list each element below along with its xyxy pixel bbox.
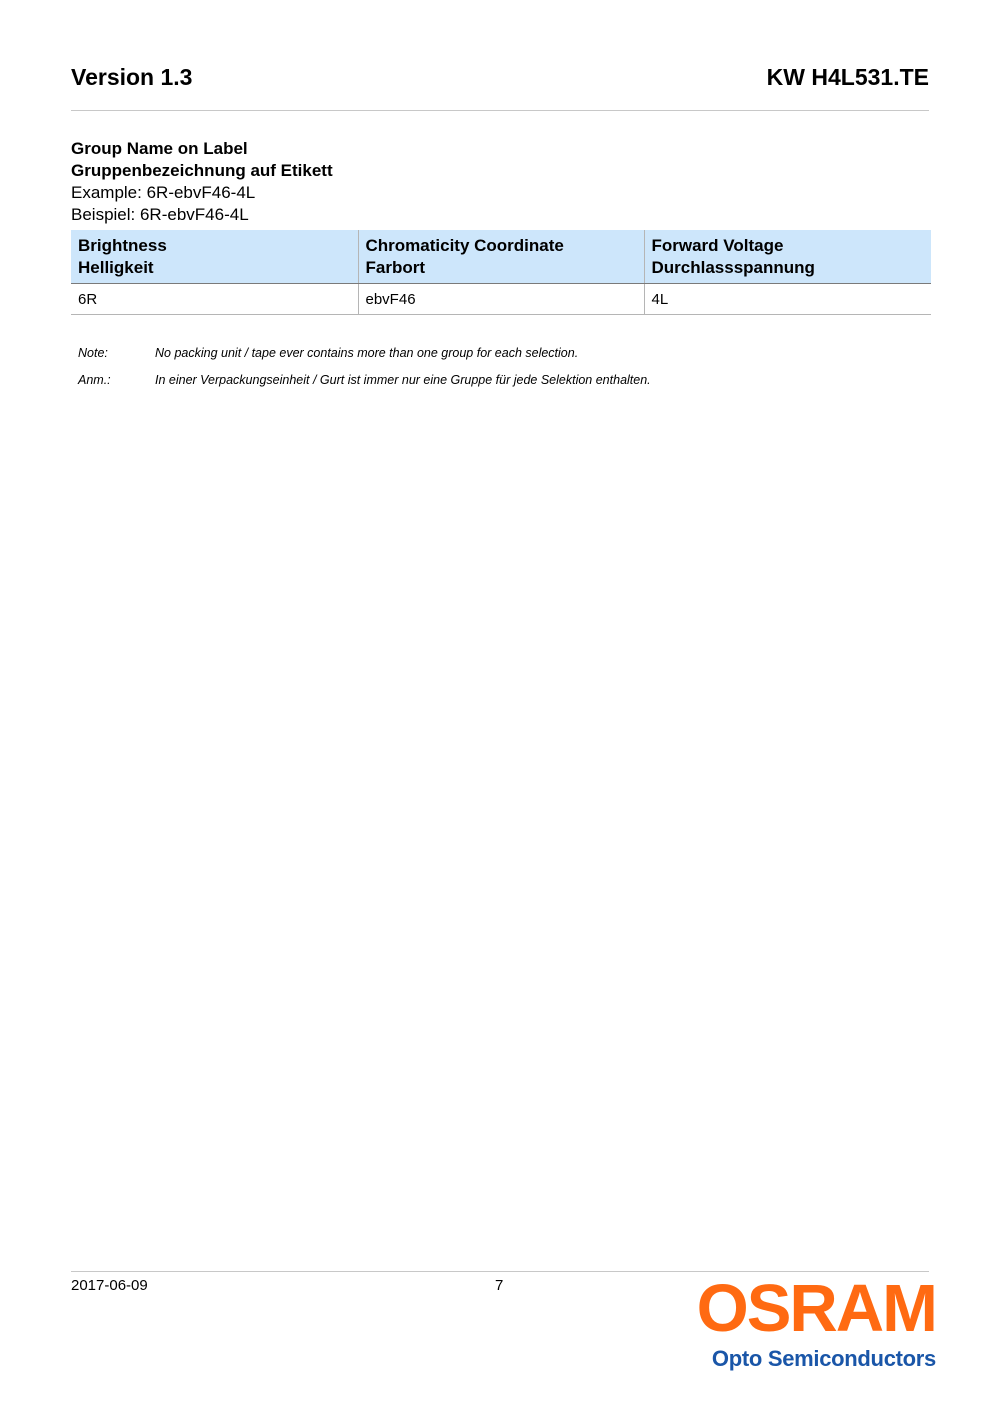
column-header-en: Chromaticity Coordinate bbox=[365, 236, 564, 255]
group-table bbox=[71, 230, 931, 315]
note-text: In einer Verpackungseinheit / Gurt ist immer nur eine Gruppe für jede Selektion enthalten. bbox=[155, 373, 651, 387]
column-header-de: Durchlassspannung bbox=[651, 258, 815, 277]
column-header-de: Helligkeit bbox=[78, 258, 154, 277]
note-label: Anm.: bbox=[78, 373, 111, 387]
column-header-en: Brightness bbox=[78, 236, 167, 255]
section-title-en: Group Name on Label bbox=[71, 139, 248, 158]
table-cell-chromaticity: ebvF46 bbox=[358, 284, 644, 315]
example-de: Beispiel: 6R-ebvF46-4L bbox=[71, 205, 249, 224]
column-header-chromaticity bbox=[358, 230, 644, 284]
column-header-brightness bbox=[71, 230, 358, 284]
product-name: KW H4L531.TE bbox=[766, 64, 929, 90]
page-header bbox=[71, 64, 929, 111]
page-number: 7 bbox=[495, 1277, 504, 1294]
logo-tagline: Opto Semiconductors bbox=[711, 1346, 936, 1371]
section-title-de: Gruppenbezeichnung auf Etikett bbox=[71, 161, 333, 180]
osram-logo bbox=[676, 1271, 936, 1372]
logo-wordmark: OSRAM bbox=[696, 1271, 936, 1346]
note-text: No packing unit / tape ever contains more than one group for each selection. bbox=[155, 346, 579, 360]
group-name-section bbox=[71, 138, 333, 226]
document-version: Version 1.3 bbox=[71, 64, 193, 90]
table-row bbox=[71, 284, 931, 315]
column-header-en: Forward Voltage bbox=[651, 236, 784, 255]
column-header-de: Farbort bbox=[365, 258, 425, 277]
table-header-row bbox=[71, 230, 931, 284]
note-label: Note: bbox=[78, 346, 108, 360]
table-cell-brightness: 6R bbox=[71, 284, 358, 315]
footer-date: 2017-06-09 bbox=[71, 1277, 148, 1294]
column-header-forward-voltage bbox=[644, 230, 931, 284]
table-cell-forward-voltage: 4L bbox=[644, 284, 931, 315]
example-en: Example: 6R-ebvF46-4L bbox=[71, 183, 256, 202]
